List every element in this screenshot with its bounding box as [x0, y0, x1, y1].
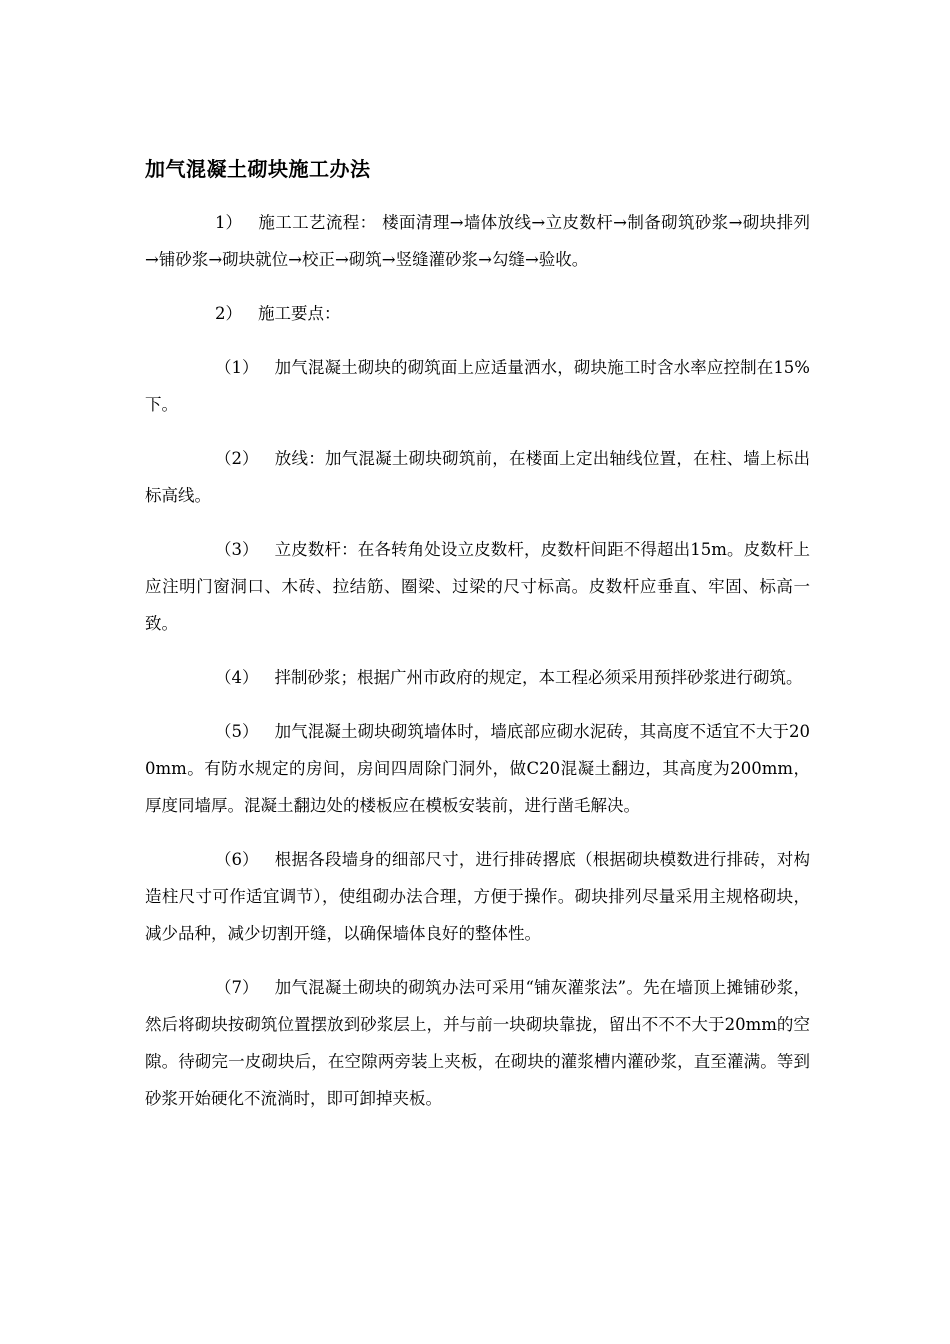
paragraph-text: 加气混凝土砌块的砌筑办法可采用“铺灰灌浆法”。先在墙顶上摊铺砂浆，然后将砌块按砌筑位置摆放到砂浆层上，并与前一块砌块靠拢，留出不不不大于20mm的空隙。待砌完一皮砌块后，在空隙两旁装上夹板，在砌块的灌浆槽内灌砂浆，直至灌满。等到砂浆开始硬化不流淌时，即可卸掉夹板。	[145, 978, 810, 1108]
paragraph-number: （1）	[215, 358, 259, 377]
paragraph-number: （3）	[215, 540, 259, 559]
paragraph-2	[145, 295, 810, 332]
paragraph-number: （6）	[215, 850, 259, 869]
paragraph-text: 加气混凝土砌块砌筑墙体时，墙底部应砌水泥砖，其高度不适宜不大于200mm。有防水规定的房间，房间四周除门洞外，做C20混凝土翻边，其高度为200mm，厚度同墙厚。混凝土翻边处的楼板应在模板安装前，进行凿毛解决。	[145, 722, 810, 815]
paragraph-text: 加气混凝土砌块的砌筑面上应适量洒水，砌块施工时含水率应控制在15%下。	[145, 358, 810, 414]
paragraph-text: 放线：加气混凝土砌块砌筑前，在楼面上定出轴线位置，在柱、墙上标出标高线。	[145, 449, 810, 505]
paragraph-number: （2）	[215, 449, 259, 468]
paragraph-number: 2）	[215, 304, 242, 323]
paragraph-number: （4）	[215, 668, 259, 687]
document-title: 加气混凝土砌块施工办法	[145, 157, 371, 181]
paragraph-number: （7）	[215, 978, 259, 997]
paragraph-6	[145, 659, 810, 696]
paragraph-number: 1）	[215, 213, 242, 232]
paragraph-8	[145, 841, 810, 952]
paragraph-text: 立皮数杆：在各转角处设立皮数杆，皮数杆间距不得超出15m。皮数杆上应注明门窗洞口、木砖、拉结筋、圈梁、过梁的尺寸标高。皮数杆应垂直、牢固、标高一致。	[145, 540, 810, 633]
paragraph-9	[145, 969, 810, 1117]
paragraph-number: （5）	[215, 722, 259, 741]
paragraph-7	[145, 713, 810, 824]
paragraph-3	[145, 349, 810, 423]
paragraph-text: 拌制砂浆；根据广州市政府的规定，本工程必须采用预拌砂浆进行砌筑。	[274, 668, 803, 687]
paragraph-5	[145, 531, 810, 642]
paragraph-text: 施工工艺流程： 楼面清理→墙体放线→立皮数杆→制备砌筑砂浆→砌块排列→铺砂浆→砌块就位→校正→砌筑→竖缝灌砂浆→勾缝→验收。	[145, 213, 810, 269]
document-body	[145, 204, 810, 1134]
paragraph-4	[145, 440, 810, 514]
paragraph-text: 根据各段墙身的细部尺寸，进行排砖撂底（根据砌块模数进行排砖，对构造柱尺寸可作适宜调节），使组砌办法合理，方便于操作。砌块排列尽量采用主规格砌块，减少品种，减少切割开缝，以确保墙体良好的整体性。	[145, 850, 810, 943]
paragraph-text: 施工要点：	[258, 304, 341, 323]
paragraph-1	[145, 204, 810, 278]
